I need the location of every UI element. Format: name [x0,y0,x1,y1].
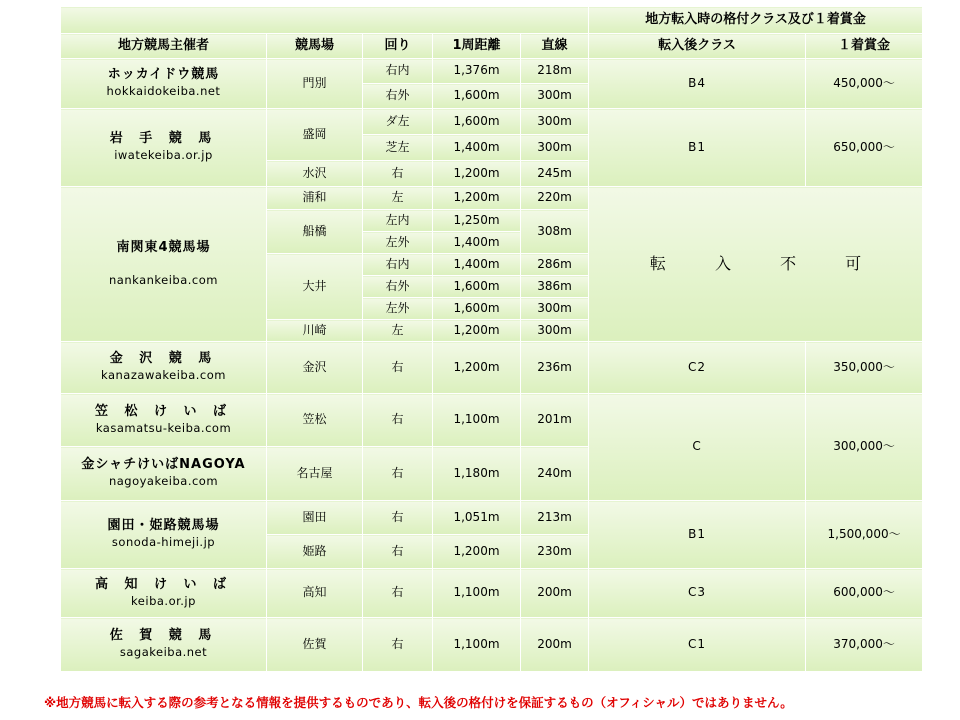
racecourse-table [60,6,923,672]
venue-cell: 佐賀 [267,618,363,672]
turn-cell: 左外 [363,232,433,254]
col-header-venue: 競馬場 [267,34,363,59]
prize-cell: 370,000～ [806,618,923,672]
distance-cell: 1,200m [433,161,521,187]
straight-cell: 308m [521,210,589,254]
prize-cell: 650,000～ [806,109,923,187]
turn-cell: 右 [363,161,433,187]
table-row [61,501,923,535]
straight-cell: 300m [521,320,589,342]
distance-cell: 1,376m [433,59,521,84]
venue-cell: 大井 [267,254,363,320]
class-cell-not-allowed: 転 入 不 可 [589,187,923,342]
prize-cell: 350,000～ [806,342,923,394]
straight-cell: 286m [521,254,589,276]
org-kochi [61,569,267,618]
straight-cell: 220m [521,187,589,210]
org-url: nagoyakeiba.com [108,474,219,489]
org-name: 金 沢 競 馬 [109,351,218,367]
turn-cell: 右 [363,394,433,447]
straight-cell: 300m [521,84,589,109]
straight-cell: 230m [521,535,589,569]
turn-cell: 右 [363,342,433,394]
venue-cell: 笠松 [267,394,363,447]
turn-cell: 左 [363,187,433,210]
header-group-title: 地方転入時の格付クラス及び１着賞金 [589,7,923,34]
org-name: 高 知 け い ば [94,576,233,592]
straight-cell: 386m [521,276,589,298]
prize-cell: 450,000～ [806,59,923,109]
straight-cell: 300m [521,298,589,320]
class-cell: C3 [589,569,806,618]
class-cell: C1 [589,618,806,672]
turn-cell: 右 [363,618,433,672]
distance-cell: 1,600m [433,298,521,320]
straight-cell: 300m [521,135,589,161]
venue-cell: 門別 [267,59,363,109]
venue-cell: 名古屋 [267,447,363,501]
distance-cell: 1,100m [433,618,521,672]
org-nagoya [61,447,267,501]
straight-cell: 240m [521,447,589,501]
table-row [61,109,923,135]
straight-cell: 245m [521,161,589,187]
turn-cell: 左内 [363,210,433,232]
straight-cell: 218m [521,59,589,84]
turn-cell: 芝左 [363,135,433,161]
turn-cell: 右 [363,535,433,569]
straight-cell: 201m [521,394,589,447]
straight-cell: 200m [521,569,589,618]
org-minami-kanto [61,187,267,342]
venue-cell: 金沢 [267,342,363,394]
distance-cell: 1,100m [433,569,521,618]
distance-cell: 1,200m [433,342,521,394]
org-url: iwatekeiba.or.jp [114,148,213,163]
prize-cell: 300,000～ [806,394,923,501]
class-cell: B1 [589,109,806,187]
turn-cell: 右内 [363,254,433,276]
distance-cell: 1,400m [433,254,521,276]
col-header-org: 地方競馬主催者 [61,34,267,59]
venue-cell: 水沢 [267,161,363,187]
straight-cell: 200m [521,618,589,672]
venue-cell: 高知 [267,569,363,618]
col-header-straight: 直線 [521,34,589,59]
venue-cell: 盛岡 [267,109,363,161]
distance-cell: 1,200m [433,320,521,342]
org-name: ホッカイドウ競馬 [107,67,220,83]
org-kasamatsu [61,394,267,447]
col-header-prize: １着賞金 [806,34,923,59]
venue-cell: 船橋 [267,210,363,254]
turn-cell: 左外 [363,298,433,320]
distance-cell: 1,100m [433,394,521,447]
straight-cell: 236m [521,342,589,394]
distance-cell: 1,200m [433,187,521,210]
distance-cell: 1,051m [433,501,521,535]
org-name: 佐 賀 競 馬 [109,628,218,644]
org-iwate [61,109,267,187]
table-row [61,569,923,618]
turn-cell: ダ左 [363,109,433,135]
prize-cell: 1,500,000～ [806,501,923,569]
col-header-class: 転入後クラス [589,34,806,59]
venue-cell: 園田 [267,501,363,535]
distance-cell: 1,200m [433,535,521,569]
org-hokkaido [61,59,267,109]
header-blank [61,7,589,34]
table-row [61,342,923,394]
distance-cell: 1,600m [433,276,521,298]
org-saga [61,618,267,672]
header-row-group [61,7,923,34]
distance-cell: 1,180m [433,447,521,501]
venue-cell: 姫路 [267,535,363,569]
header-row [61,34,923,59]
org-name: 笠 松 け い ば [94,403,233,419]
org-name: 園田・姫路競馬場 [107,518,220,534]
turn-cell: 左 [363,320,433,342]
turn-cell: 右外 [363,276,433,298]
org-url: sonoda-himeji.jp [111,535,216,550]
turn-cell: 右 [363,447,433,501]
class-cell: C [589,394,806,501]
distance-cell: 1,600m [433,109,521,135]
straight-cell: 213m [521,501,589,535]
turn-cell: 右 [363,569,433,618]
org-url: keiba.or.jp [131,593,196,608]
distance-cell: 1,400m [433,232,521,254]
col-header-turn: 回り [363,34,433,59]
class-cell: B4 [589,59,806,109]
table-row [61,187,923,210]
org-url: nankankeiba.com [108,272,218,287]
col-header-distance: 1周距離 [433,34,521,59]
distance-cell: 1,250m [433,210,521,232]
org-sonoda-himeji [61,501,267,569]
org-name: 南関東4競馬場 [116,239,211,255]
org-kanazawa [61,342,267,394]
distance-cell: 1,400m [433,135,521,161]
class-cell: C2 [589,342,806,394]
table-row [61,59,923,84]
org-url: kasamatsu-keiba.com [95,420,232,435]
org-name: 金シャチけいばNAGOYA [81,457,246,473]
class-cell: B1 [589,501,806,569]
org-url: kanazawakeiba.com [101,368,226,383]
table-row [61,618,923,672]
org-name: 岩 手 競 馬 [109,131,218,147]
disclaimer-note: ※地方競馬に転入する際の参考となる情報を提供するものであり、転入後の格付けを保証するもの（オフィシャル）ではありません。 [44,695,793,710]
venue-cell: 川崎 [267,320,363,342]
org-url: hokkaidokeiba.net [106,84,221,99]
venue-cell: 浦和 [267,187,363,210]
turn-cell: 右内 [363,59,433,84]
turn-cell: 右外 [363,84,433,109]
table-row [61,394,923,447]
prize-cell: 600,000～ [806,569,923,618]
turn-cell: 右 [363,501,433,535]
org-url: sagakeiba.net [119,645,208,660]
straight-cell: 300m [521,109,589,135]
distance-cell: 1,600m [433,84,521,109]
